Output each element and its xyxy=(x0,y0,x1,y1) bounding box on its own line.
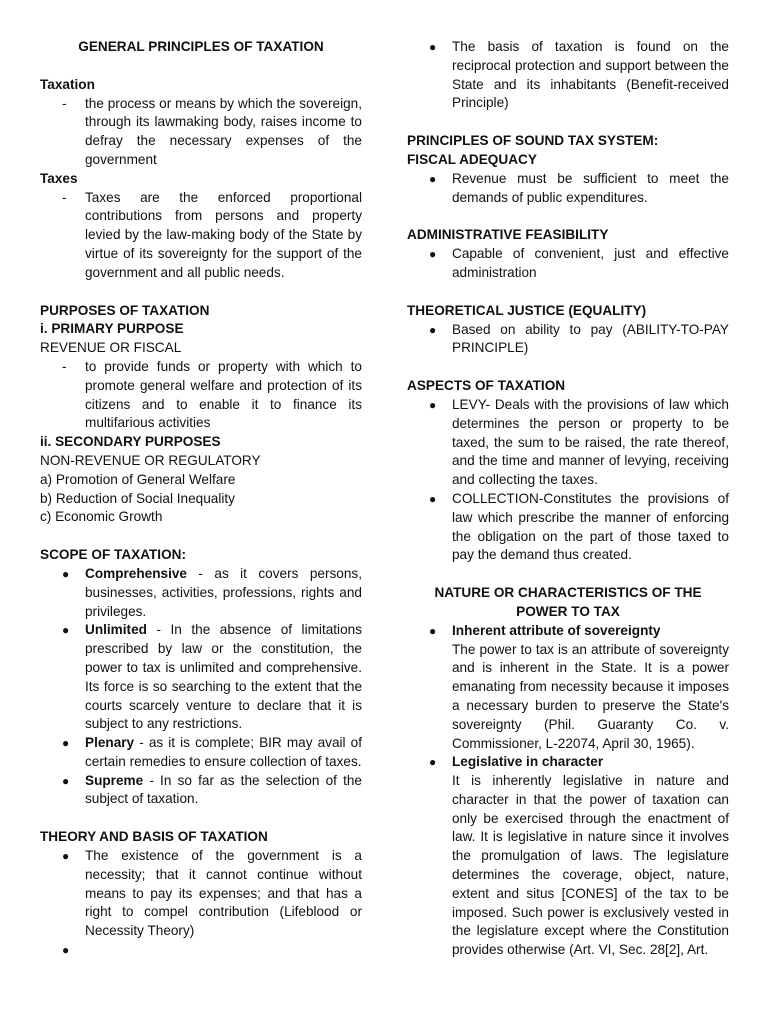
taxation-definition xyxy=(40,95,362,170)
aspect-text: COLLECTION-Constitutes the provisions of law which prescribe the manner of enforcing the obligation on the part of those taxed to pay the demand thus created. xyxy=(452,490,729,563)
aspect-item-collection xyxy=(407,490,729,565)
secondary-purpose-item: b) Reduction of Social Inequality xyxy=(40,490,235,506)
bullet-marker: ● xyxy=(429,322,437,337)
nature-heading-line2: POWER TO TAX xyxy=(516,603,620,619)
secondary-purpose-item: a) Promotion of General Welfare xyxy=(40,471,236,487)
theory-text: The basis of taxation is found on the reciprocal protection and support between the State and its inhabitants (Benefit-received Principle) xyxy=(452,39,729,111)
scope-item-comprehensive xyxy=(40,565,362,621)
purposes-heading: PURPOSES OF TAXATION xyxy=(40,302,210,318)
admin-feasibility-text: Capable of convenient, just and effective administration xyxy=(452,246,729,280)
secondary-purposes-label: NON-REVENUE OR REGULATORY xyxy=(40,452,261,468)
scope-term: Plenary xyxy=(85,735,135,751)
theory-item-benefit xyxy=(407,38,729,113)
scope-description: - In so far as the selection of the subject of taxation. xyxy=(85,772,362,807)
fiscal-adequacy-item xyxy=(407,170,729,208)
taxation-heading: Taxation xyxy=(40,76,95,92)
fiscal-adequacy-heading: FISCAL ADEQUACY xyxy=(407,151,537,167)
primary-purpose-heading: i. PRIMARY PURPOSE xyxy=(40,321,184,337)
theory-text: The existence of the government is a necessity; that it cannot continue without means to pay its expenses; and that has a right to compel contribution (Lifeblood or Necessity Theory) xyxy=(85,848,362,939)
bullet-marker: ● xyxy=(429,171,437,186)
theoretical-justice-item xyxy=(407,321,729,359)
taxes-definition xyxy=(40,189,362,283)
bullet-marker: ● xyxy=(62,943,70,958)
bullet-marker: ● xyxy=(429,247,437,262)
bullet-marker: ● xyxy=(429,491,437,506)
dash-marker: - xyxy=(62,189,67,205)
scope-heading: SCOPE OF TAXATION: xyxy=(40,547,187,563)
bullet-marker: ● xyxy=(429,40,437,54)
secondary-purposes-heading: ii. SECONDARY PURPOSES xyxy=(40,434,221,450)
scope-item-plenary xyxy=(40,734,362,772)
scope-description: - In the absence of limitations prescribed by law or the constitution, the power to tax is unlimited and comprehensive. Its force is so searching to the extent that the courts scarcely venture to declare that it is subject to any restrictions. xyxy=(85,622,362,732)
bullet-marker: ● xyxy=(62,566,70,581)
bullet-marker: ● xyxy=(429,623,437,638)
taxes-definition-text: Taxes are the enforced proportional contributions from persons and property levied by the law-making body of the State by virtue of its sovereignty for the support of the government and all public needs. xyxy=(85,189,362,280)
bullet-marker: ● xyxy=(62,773,70,788)
bullet-marker: ● xyxy=(62,849,70,864)
scope-description: - as it is complete; BIR may avail of certain remedies to ensure collection of taxes. xyxy=(85,735,362,769)
primary-purpose-text: to provide funds or property with which to promote general welfare and protection of its citizens and to enable it to finance its multifarious activities xyxy=(85,358,362,431)
secondary-purpose-item: c) Economic Growth xyxy=(40,509,163,525)
theory-item-empty xyxy=(40,941,362,960)
aspect-item-levy xyxy=(407,396,729,490)
nature-heading-line1: NATURE OR CHARACTERISTICS OF THE xyxy=(434,585,702,601)
scope-item-supreme xyxy=(40,772,362,810)
left-column xyxy=(40,38,362,960)
bullet-marker: ● xyxy=(429,755,437,770)
admin-feasibility-item xyxy=(407,245,729,283)
bullet-marker: ● xyxy=(62,736,70,751)
document-title: GENERAL PRINCIPLES OF TAXATION xyxy=(78,39,324,54)
nature-description: It is inherently legislative in nature and character in that the power of taxation can only be exercised through the enactment of law. It is legislative in nature since it involves the promulgation of laws. The legislature determines the coverage, object, nature, extent and situs [CONES] of the tax to be imposed. Such power is exclusively vested in the legislature except where the Constitution provides otherwise (Art. VI, Sec. 28[2], Art. xyxy=(452,773,729,958)
scope-item-unlimited xyxy=(40,621,362,734)
bullet-marker: ● xyxy=(429,397,437,412)
scope-term: Unlimited xyxy=(85,622,147,638)
right-column xyxy=(407,38,729,960)
scope-description: - as it covers persons, businesses, activities, professions, rights and privileges. xyxy=(85,565,362,619)
aspect-text: LEVY- Deals with the provisions of law which determines the person or property to be taxed, the sum to be raised, the rate thereof, and the time and manner of levying, receiving and collecting the taxes. xyxy=(452,396,729,488)
dash-marker: - xyxy=(62,95,67,111)
nature-item-inherent xyxy=(407,622,729,754)
nature-description: The power to tax is an attribute of sovereignty and is inherent in the State. It is a power emanating from necessity because it imposes a necessary burden to preserve the State's sovereignty (Phil. Guaranty Co. v. Commissioner, L-22074, April 30, 1965). xyxy=(452,641,729,751)
nature-term: Legislative in character xyxy=(452,754,604,770)
scope-term: Supreme xyxy=(85,772,144,788)
admin-feasibility-heading: ADMINISTRATIVE FEASIBILITY xyxy=(407,227,609,243)
theory-heading: THEORY AND BASIS OF TAXATION xyxy=(40,829,268,845)
theoretical-justice-heading: THEORETICAL JUSTICE (EQUALITY) xyxy=(407,302,647,318)
scope-term: Comprehensive xyxy=(85,565,187,581)
fiscal-adequacy-text: Revenue must be sufficient to meet the demands of public expenditures. xyxy=(452,170,729,205)
primary-purpose-item xyxy=(40,358,362,433)
theoretical-justice-text: Based on ability to pay (ABILITY-TO-PAY PRINCIPLE) xyxy=(452,321,729,356)
taxation-definition-text: the process or means by which the sovereign, through its lawmaking body, raises income to defray the necessary expenses of the government xyxy=(85,95,362,167)
theory-item-lifeblood xyxy=(40,847,362,941)
aspects-heading: ASPECTS OF TAXATION xyxy=(407,378,566,394)
taxes-heading: Taxes xyxy=(40,170,78,186)
bullet-marker: ● xyxy=(62,623,70,638)
nature-item-legislative xyxy=(407,753,729,960)
sound-tax-heading: PRINCIPLES OF SOUND TAX SYSTEM: xyxy=(407,133,659,149)
nature-term: Inherent attribute of sovereignty xyxy=(452,622,661,638)
primary-purpose-label: REVENUE OR FISCAL xyxy=(40,340,182,356)
dash-marker: - xyxy=(62,358,67,374)
